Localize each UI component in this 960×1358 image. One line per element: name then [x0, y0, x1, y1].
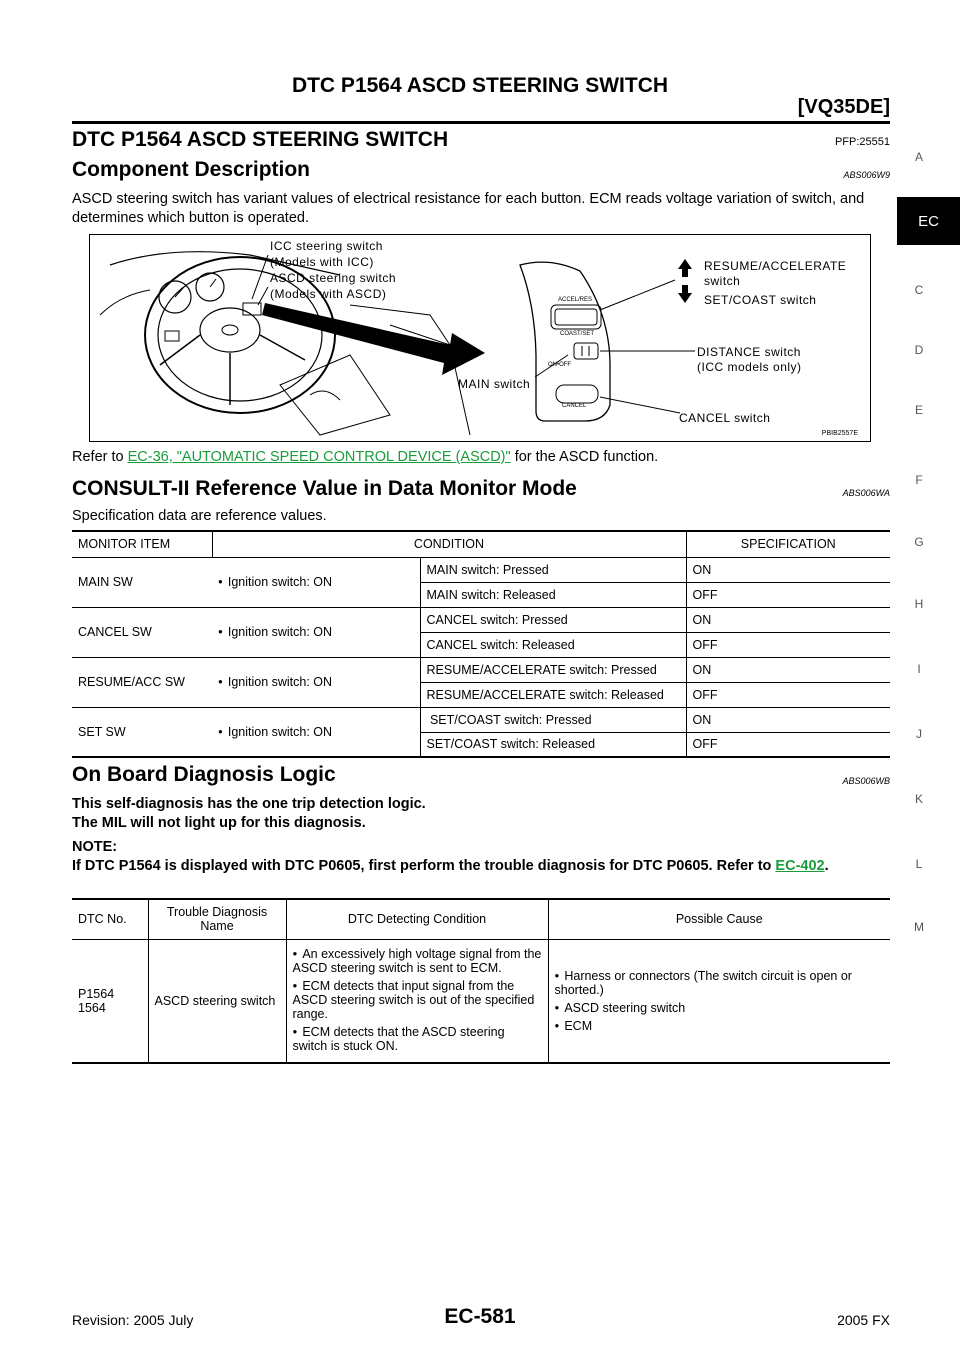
col-trouble-name: Trouble Diagnosis Name	[148, 899, 286, 939]
col-possible-cause: Possible Cause	[548, 899, 890, 939]
table-header-row	[72, 899, 890, 939]
condition-item: ● ECM detects that input signal from the ASCD steering switch is out of the specified range.	[293, 979, 542, 1021]
obd-heading: On Board Diagnosis Logic	[72, 763, 336, 786]
condition-item: ● ECM detects that the ASCD steering switch is stuck ON.	[293, 1025, 542, 1053]
page-header-title: DTC P1564 ASCD STEERING SWITCH	[291, 74, 669, 97]
label-ascd-models: (Models with ASCD)	[270, 287, 387, 301]
label-resume-switch: RESUME/ACCELERATE	[704, 259, 847, 273]
side-index-e[interactable]: E	[914, 403, 923, 417]
dtc-number-cell	[72, 939, 148, 1063]
btn-accel-label: ACCEL/RES	[558, 297, 593, 303]
label-cancel-switch: CANCEL switch	[679, 411, 771, 425]
figure-id: PBIB2557E	[821, 430, 858, 437]
label-main-switch: MAIN switch	[458, 377, 531, 391]
cause-item: ● Harness or connectors (The switch circuit is open or shorted.)	[555, 969, 885, 997]
component-code: ABS006W9	[843, 170, 890, 180]
dtc-number-2: 1564	[78, 1000, 106, 1015]
sub-condition: SET/COAST switch: Pressed	[420, 707, 686, 732]
side-index-ec[interactable]: EC	[897, 197, 960, 245]
section-title: DTC P1564 ASCD STEERING SWITCH	[72, 128, 449, 151]
cause-item: ● ASCD steering switch	[555, 1001, 885, 1015]
obd-line-1: This self-diagnosis has the one trip detection logic.	[72, 796, 426, 812]
consult-note: Specification data are reference values.	[72, 508, 327, 524]
side-index-h[interactable]: H	[914, 597, 924, 611]
btn-coast-label: COAST/SET	[560, 331, 595, 337]
obd-note-end: .	[824, 858, 829, 874]
condition: ● Ignition switch: ON	[212, 657, 420, 707]
side-index-l[interactable]: L	[915, 857, 923, 871]
side-index-k[interactable]: K	[914, 792, 923, 806]
footer-page-number: EC-581	[444, 1305, 516, 1328]
table-row	[72, 657, 890, 682]
footer-revision: Revision: 2005 July	[72, 1312, 194, 1328]
header-rule	[72, 121, 890, 124]
footer-model: 2005 FX	[837, 1312, 890, 1328]
refer-prefix: Refer to	[72, 449, 128, 465]
obd-note-text: If DTC P1564 is displayed with DTC P0605, first perform the trouble diagnosis for DTC P0605. Refer to	[72, 858, 776, 874]
ascd-ref-link[interactable]: EC-36, "AUTOMATIC SPEED CONTROL DEVICE (ASCD)"	[127, 449, 511, 465]
dtc-table	[72, 898, 890, 1064]
component-heading: Component Description	[72, 158, 311, 181]
condition-item: ● An excessively high voltage signal from the ASCD steering switch is sent to ECM.	[293, 947, 542, 975]
spec-value: ON	[686, 557, 890, 582]
label-distance-switch: DISTANCE switch	[697, 345, 801, 359]
sub-condition: CANCEL switch: Pressed	[420, 607, 686, 632]
component-text: ASCD steering switch has variant values of electrical resistance for each button. ECM reads voltage variation of switch, and determines which button is operated.	[72, 191, 865, 226]
obd-code: ABS006WB	[842, 776, 890, 786]
sub-condition: MAIN switch: Pressed	[420, 557, 686, 582]
spec-value: OFF	[686, 582, 890, 607]
spec-value: ON	[686, 657, 890, 682]
spec-value: ON	[686, 707, 890, 732]
label-icc-models: (Models with ICC)	[270, 255, 374, 269]
cause-item: ● ECM	[555, 1019, 885, 1033]
sub-condition: CANCEL switch: Released	[420, 632, 686, 657]
sub-condition: SET/COAST switch: Released	[420, 732, 686, 757]
side-index-a[interactable]: A	[914, 150, 923, 164]
monitor-item: CANCEL SW	[72, 607, 212, 657]
table-row	[72, 557, 890, 582]
ec-402-link[interactable]: EC-402	[775, 858, 825, 874]
monitor-item: MAIN SW	[72, 557, 212, 607]
side-index-i[interactable]: I	[917, 662, 921, 676]
side-index-m[interactable]: M	[914, 920, 924, 934]
side-index-g[interactable]: G	[914, 535, 924, 549]
consult-heading: CONSULT-II Reference Value in Data Monitor Mode	[72, 477, 577, 500]
obd-note	[72, 857, 890, 876]
condition: ● Ignition switch: ON	[212, 607, 420, 657]
trouble-name: ASCD steering switch	[148, 939, 286, 1063]
consult-table	[72, 530, 890, 758]
monitor-item: SET SW	[78, 724, 126, 739]
col-condition: CONDITION	[212, 531, 686, 557]
col-detecting-condition: DTC Detecting Condition	[286, 899, 548, 939]
label-icc-switch: ICC steering switch	[270, 239, 383, 253]
refer-line	[72, 448, 890, 467]
pfp-code: PFP:25551	[834, 136, 890, 148]
detecting-conditions	[286, 939, 548, 1063]
condition: ● Ignition switch: ON	[212, 557, 420, 607]
sub-condition: RESUME/ACCELERATE switch: Pressed	[420, 657, 686, 682]
engine-code: [VQ35DE]	[797, 96, 890, 118]
possible-causes	[548, 939, 890, 1063]
obd-line-2: The MIL will not light up for this diagnosis.	[72, 815, 366, 831]
label-resume-switch-2: switch	[704, 274, 741, 288]
btn-onoff-label: ON•OFF	[548, 362, 572, 368]
spec-value: OFF	[686, 682, 890, 707]
side-index-c[interactable]: C	[914, 283, 924, 297]
label-distance-models: (ICC models only)	[697, 360, 802, 374]
side-index-f[interactable]: F	[915, 473, 923, 487]
spec-value: OFF	[686, 732, 890, 757]
obd-note-label: NOTE:	[72, 839, 118, 855]
sub-condition: MAIN switch: Released	[420, 582, 686, 607]
table-row	[72, 707, 890, 732]
label-ascd-switch: ASCD steering switch	[270, 271, 397, 285]
side-index-d[interactable]: D	[914, 343, 924, 357]
condition: ● Ignition switch: ON	[212, 707, 420, 757]
spec-value: OFF	[686, 632, 890, 657]
label-set-switch: SET/COAST switch	[704, 293, 817, 307]
col-monitor-item: MONITOR ITEM	[78, 537, 171, 552]
consult-code: ABS006WA	[842, 488, 890, 498]
btn-cancel-label: CANCEL	[562, 403, 587, 409]
sub-condition: RESUME/ACCELERATE switch: Released	[420, 682, 686, 707]
monitor-item: RESUME/ACC SW	[72, 657, 212, 707]
col-dtc-no: DTC No.	[78, 912, 127, 927]
table-row	[72, 607, 890, 632]
ascd-switch-figure	[89, 234, 871, 442]
table-header-row	[72, 531, 890, 557]
table-row	[72, 939, 890, 1063]
dtc-number: P1564	[78, 986, 115, 1001]
refer-suffix: for the ASCD function.	[510, 449, 659, 465]
side-index-j[interactable]: J	[916, 727, 922, 741]
col-specification: SPECIFICATION	[686, 531, 890, 557]
spec-value: ON	[686, 607, 890, 632]
